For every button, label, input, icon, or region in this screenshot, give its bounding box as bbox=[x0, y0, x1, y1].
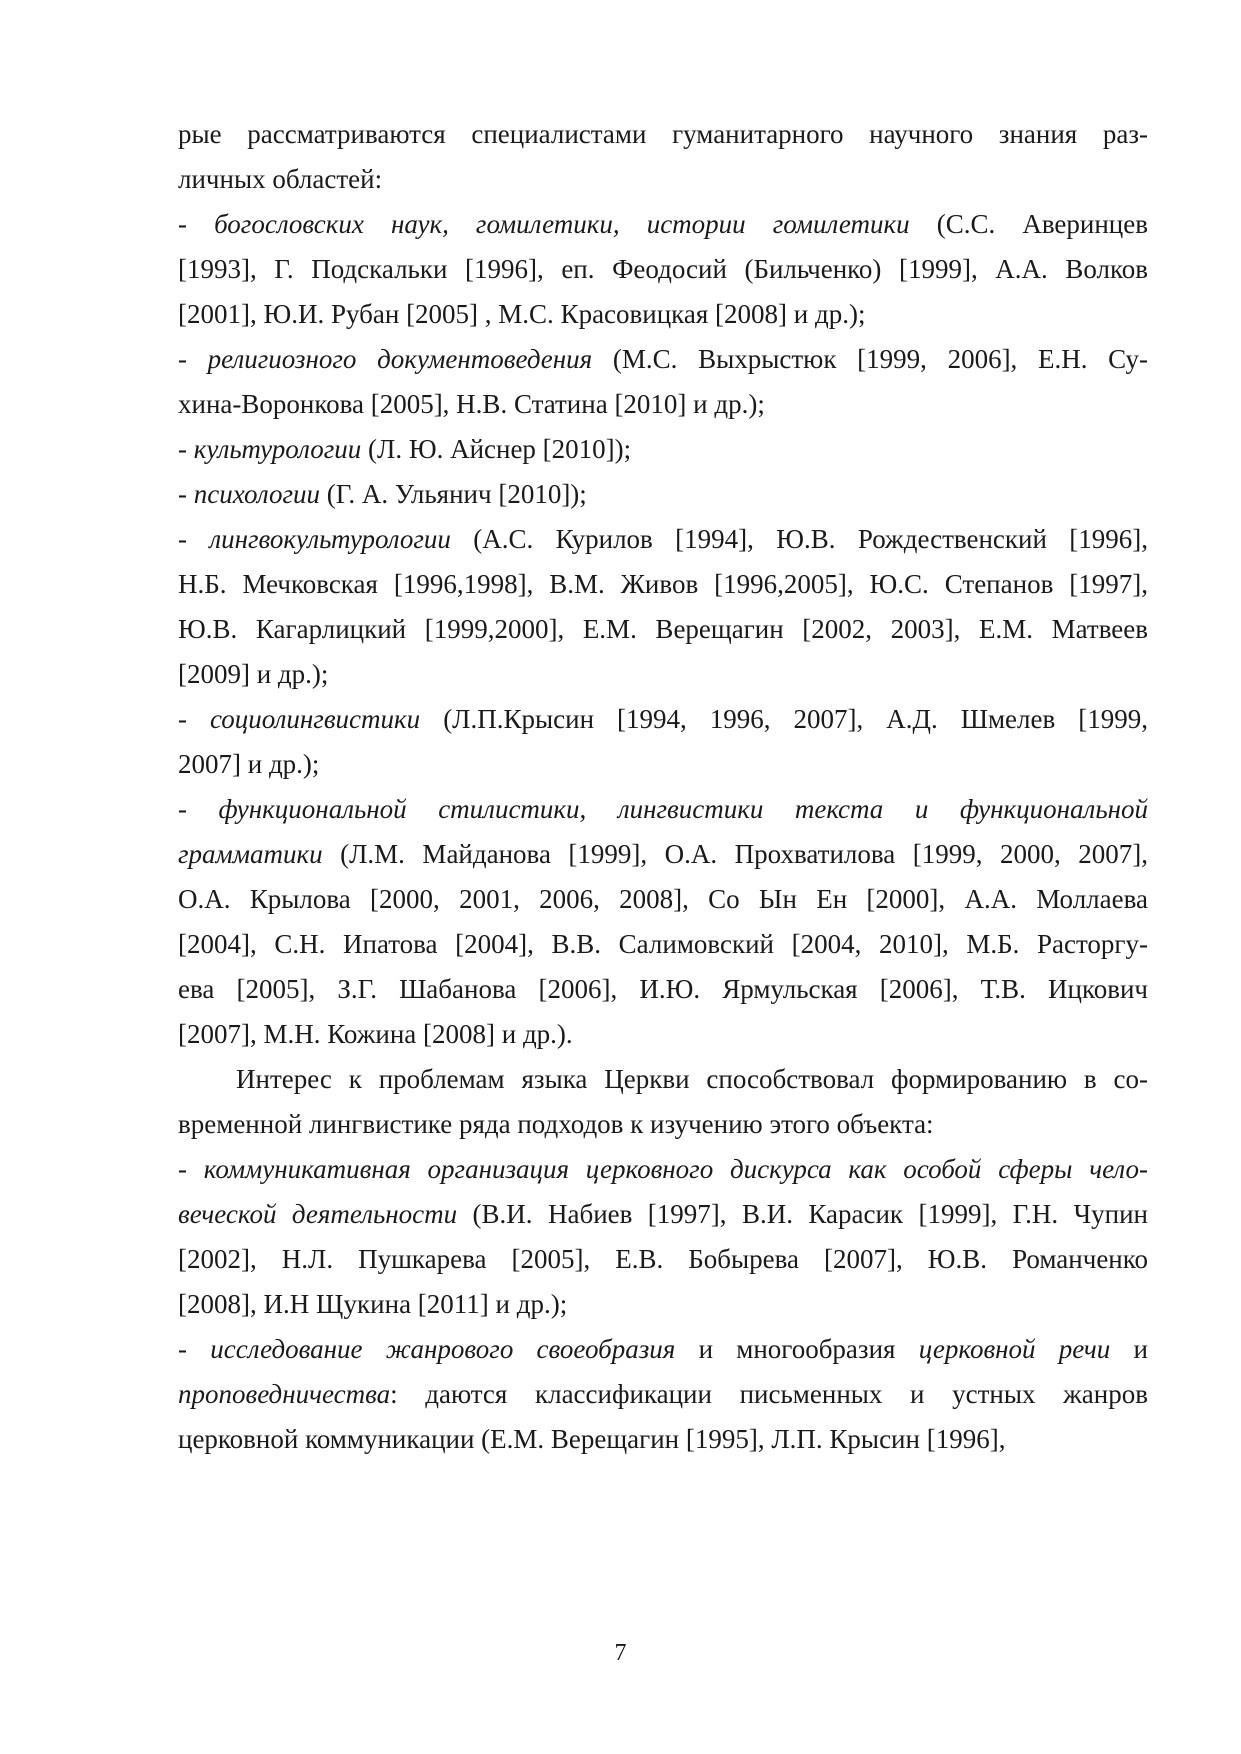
page-number: 7 bbox=[614, 1640, 627, 1666]
text-segment: - bbox=[178, 1334, 211, 1364]
text-line bbox=[178, 1152, 1148, 1186]
text-line bbox=[178, 387, 1148, 421]
text-segment: Интерес к проблемам языка Церкви способствовал формированию в со- bbox=[236, 1064, 1148, 1094]
text-line bbox=[178, 747, 1148, 781]
text-segment: Н.Б. Мечковская [1996,1998], В.М. Живов [1996,2005], Ю.С. Степанов [1997], bbox=[178, 569, 1148, 599]
text-line bbox=[178, 882, 1148, 916]
text-segment: [2001], Ю.И. Рубан [2005] , М.С. Красовицкая [2008] и др.); bbox=[178, 299, 866, 329]
text-line bbox=[178, 702, 1148, 736]
italic-term: лингвокультурологии bbox=[209, 524, 451, 554]
text-segment: Ю.В. Кагарлицкий [1999,2000], Е.М. Верещагин [2002, 2003], Е.М. Матвеев bbox=[178, 614, 1148, 644]
italic-term: богословских наук, гомилетики, истории гомилетики bbox=[214, 209, 910, 239]
text-segment: и bbox=[1110, 1334, 1148, 1364]
text-segment: личных областей: bbox=[178, 164, 383, 194]
text-segment: рые рассматриваются специалистами гуманитарного научного знания раз- bbox=[178, 119, 1148, 149]
italic-term: культурологии bbox=[193, 434, 362, 464]
italic-term: проповедничества bbox=[178, 1379, 391, 1409]
italic-term: психологии bbox=[193, 479, 321, 509]
text-segment: - bbox=[178, 794, 219, 824]
text-segment: (Г. А. Ульянич [2010]); bbox=[320, 479, 587, 509]
italic-term: функциональной стилистики, лингвистики текста и функциональной bbox=[218, 794, 1148, 824]
text-line bbox=[178, 432, 1148, 466]
text-segment: (Л. Ю. Айснер [2010]); bbox=[361, 434, 632, 464]
italic-term: социолингвистики bbox=[210, 704, 421, 734]
text-segment: - bbox=[178, 344, 208, 374]
text-line bbox=[178, 297, 1148, 331]
text-line bbox=[178, 522, 1148, 556]
italic-term: религиозного документоведения bbox=[207, 344, 593, 374]
text-segment: и многообразия bbox=[675, 1334, 919, 1364]
italic-term: церковной речи bbox=[918, 1334, 1111, 1364]
text-segment: [2009] и др.); bbox=[178, 659, 329, 689]
text-line bbox=[178, 207, 1148, 241]
text-segment: [2008], И.Н Щукина [2011] и др.); bbox=[178, 1289, 568, 1319]
text-line bbox=[178, 1242, 1148, 1276]
text-segment: - bbox=[178, 704, 210, 734]
text-segment: (А.С. Курилов [1994], Ю.В. Рождественский [1996], bbox=[450, 524, 1148, 554]
text-segment: [2007], М.Н. Кожина [2008] и др.). bbox=[178, 1019, 573, 1049]
text-line bbox=[178, 162, 1148, 196]
text-segment: (Л.П.Крысин [1994, 1996, 2007], А.Д. Шмелев [1999, bbox=[420, 704, 1148, 734]
text-line bbox=[178, 252, 1148, 286]
text-segment: хина-Воронкова [2005], Н.В. Статина [2010] и др.); bbox=[178, 389, 765, 419]
text-line bbox=[178, 117, 1148, 151]
text-line bbox=[178, 972, 1148, 1006]
text-segment: - bbox=[178, 209, 215, 239]
text-line bbox=[178, 837, 1148, 871]
text-line bbox=[178, 342, 1148, 376]
text-segment: (Л.М. Майданова [1999], О.А. Прохватилова [1999, 2000, 2007], bbox=[322, 839, 1148, 869]
text-segment: [2004], С.Н. Ипатова [2004], В.В. Салимовский [2004, 2010], М.Б. Расторгу- bbox=[178, 929, 1148, 959]
italic-term: грамматики bbox=[178, 839, 323, 869]
text-line bbox=[178, 927, 1148, 961]
text-line bbox=[178, 792, 1148, 826]
text-line bbox=[178, 1332, 1148, 1366]
text-line bbox=[178, 1422, 1148, 1456]
text-segment: 2007] и др.); bbox=[178, 749, 320, 779]
italic-term: коммуникативная организация церковного дискурса как особой сферы чело- bbox=[203, 1154, 1148, 1184]
text-segment: (В.И. Набиев [1997], В.И. Карасик [1999], Г.Н. Чупин bbox=[457, 1199, 1148, 1229]
text-segment: : даются классификации письменных и устных жанров bbox=[390, 1379, 1148, 1409]
text-segment: (С.С. Аверинцев bbox=[909, 209, 1148, 239]
text-segment: - bbox=[178, 434, 194, 464]
text-line bbox=[178, 1287, 1148, 1321]
text-segment: [2002], Н.Л. Пушкарева [2005], Е.В. Бобырева [2007], Ю.В. Романченко bbox=[178, 1244, 1148, 1274]
text-line bbox=[178, 1062, 1148, 1096]
text-line bbox=[178, 657, 1148, 691]
text-line bbox=[178, 1017, 1148, 1051]
text-segment: О.А. Крылова [2000, 2001, 2006, 2008], Со Ын Ен [2000], А.А. Моллаева bbox=[178, 884, 1148, 914]
text-line bbox=[178, 567, 1148, 601]
text-segment: - bbox=[178, 1154, 204, 1184]
text-line bbox=[178, 1377, 1148, 1411]
text-segment: временной лингвистике ряда подходов к изучению этого объекта: bbox=[178, 1109, 934, 1139]
text-segment: - bbox=[178, 524, 210, 554]
text-line bbox=[178, 612, 1148, 646]
text-segment: (М.С. Выхрыстюк [1999, 2006], Е.Н. Су- bbox=[592, 344, 1148, 374]
italic-term: исследование жанрового своеобразия bbox=[210, 1334, 676, 1364]
text-segment: ева [2005], З.Г. Шабанова [2006], И.Ю. Ярмульская [2006], Т.В. Ицкович bbox=[178, 974, 1148, 1004]
text-line bbox=[178, 1197, 1148, 1231]
text-line bbox=[178, 477, 1148, 511]
italic-term: веческой деятельности bbox=[178, 1199, 458, 1229]
text-segment: [1993], Г. Подскальки [1996], еп. Феодосий (Бильченко) [1999], А.А. Волков bbox=[178, 254, 1148, 284]
text-line bbox=[178, 1107, 1148, 1141]
text-segment: церковной коммуникации (Е.М. Верещагин [1995], Л.П. Крысин [1996], bbox=[178, 1424, 1006, 1454]
text-segment: - bbox=[178, 479, 194, 509]
